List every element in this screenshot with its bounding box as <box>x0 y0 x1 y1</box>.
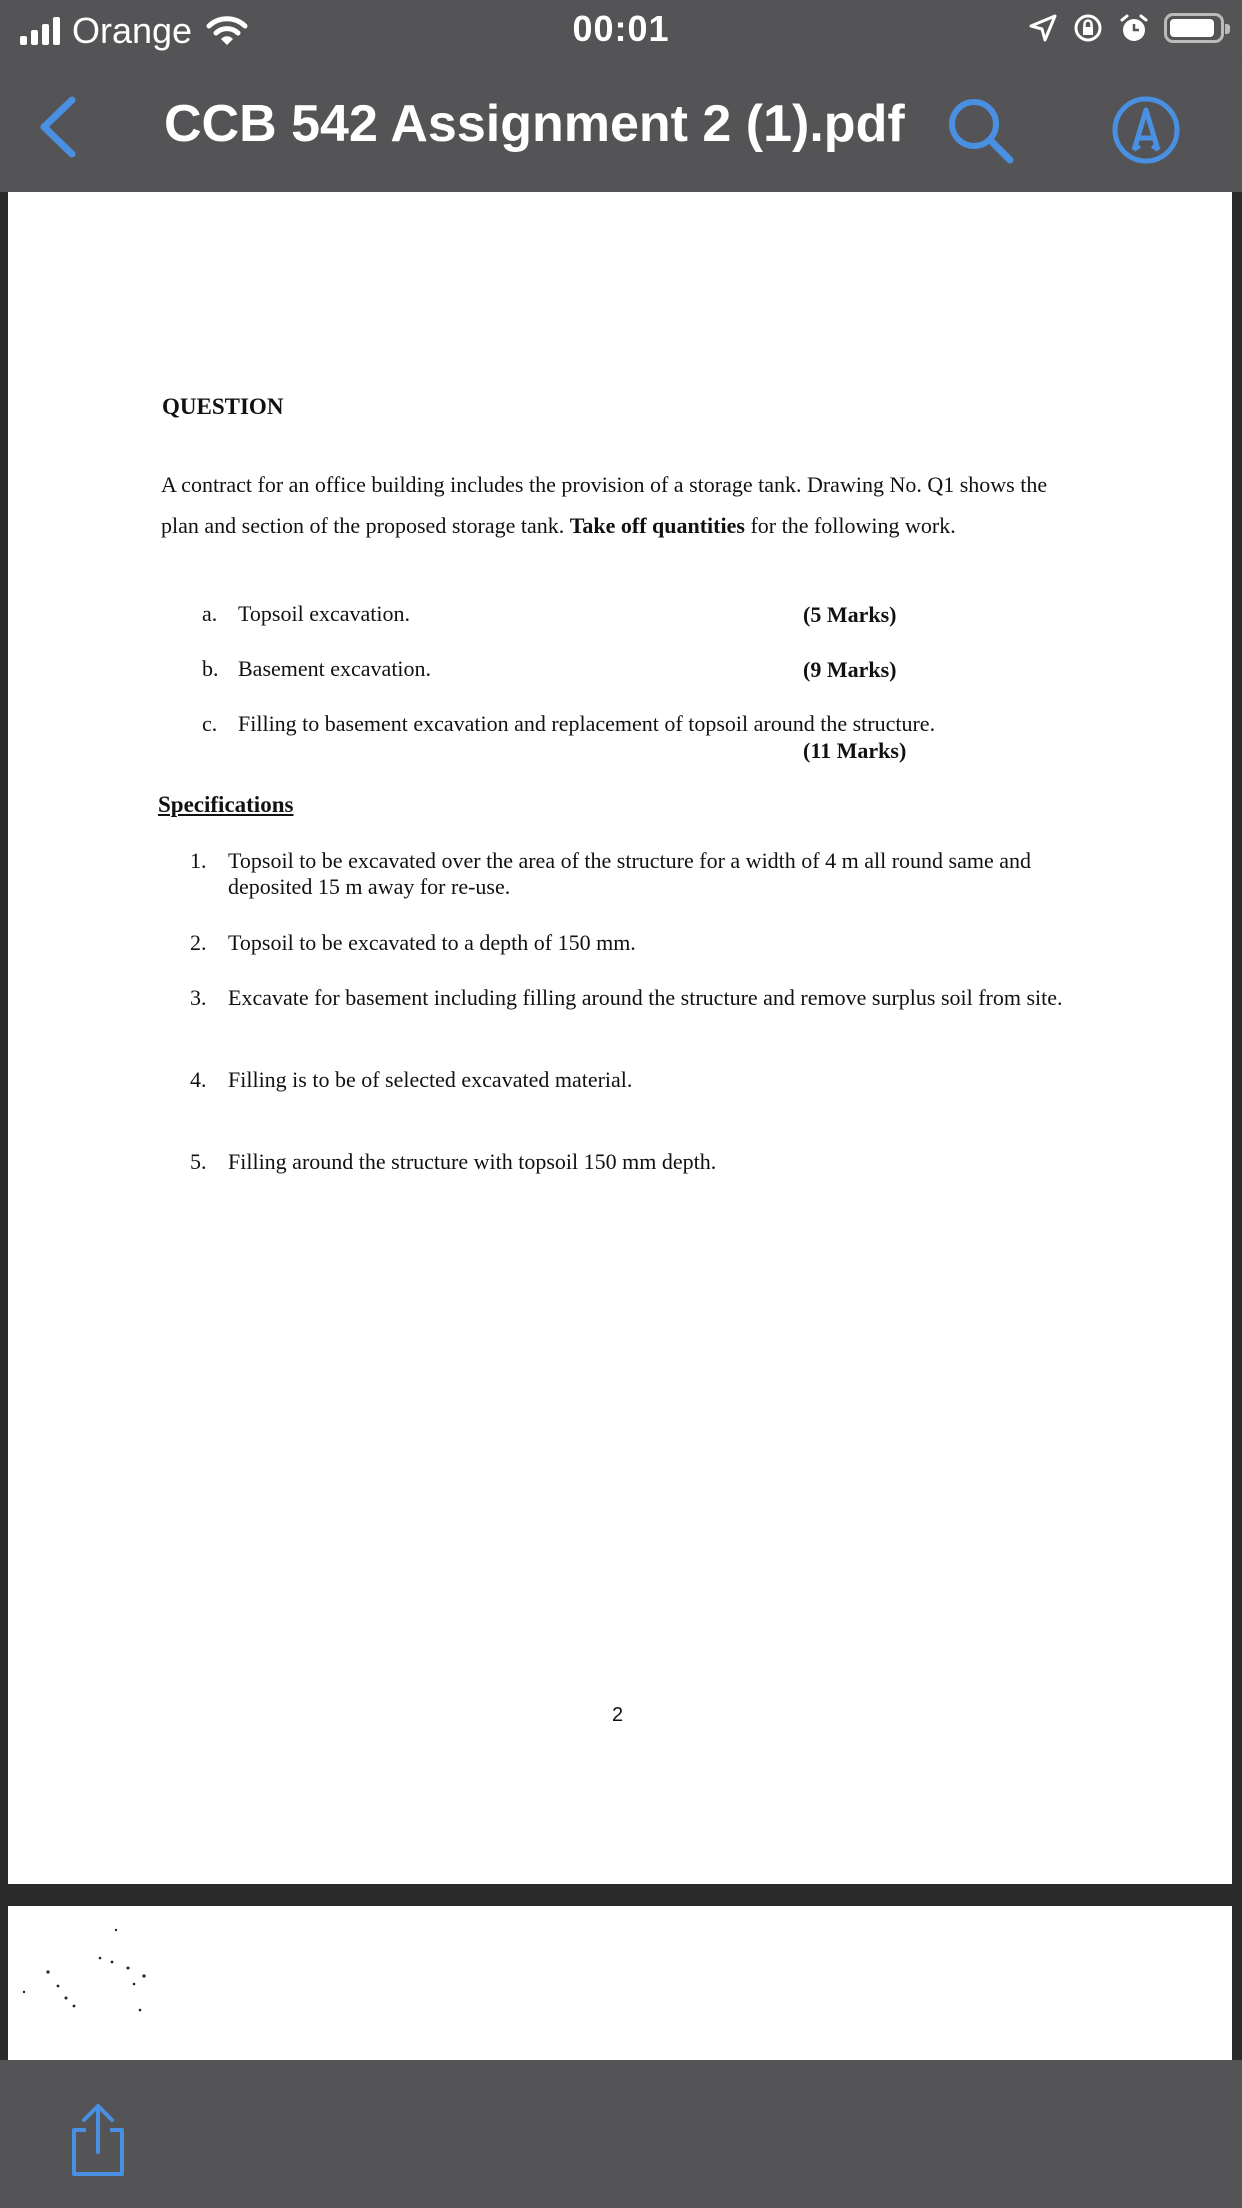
intro-text-1: A contract for an office building includes the provision of a storage tank. Drawing No. Q1 shows the plan and section of the proposed storage tank. <box>161 472 1048 538</box>
spec-number: 5. <box>190 1149 207 1174</box>
search-button[interactable] <box>940 90 1020 170</box>
document-title: CCB 542 Assignment 2 (1).pdf <box>164 95 905 153</box>
navigation-bar <box>0 62 1242 192</box>
document-viewer[interactable] <box>0 192 1242 2060</box>
status-time: 00:01 <box>572 8 670 49</box>
bottom-toolbar <box>0 2060 1242 2208</box>
spec-text: Excavate for basement including filling around the structure and remove surplus soil from site. <box>228 985 1063 1010</box>
spec-text: Topsoil to be excavated to a depth of 150 mm. <box>228 930 636 955</box>
intro-text-bold: Take off quantities <box>569 513 745 538</box>
scan-specks <box>8 1906 208 2026</box>
rotation-lock-icon <box>1072 12 1104 44</box>
task-c-marks: (11 Marks) <box>803 738 907 763</box>
task-text: Topsoil excavation. <box>238 601 410 626</box>
status-right <box>1028 12 1224 44</box>
task-label: c. <box>202 711 218 736</box>
spec-text: Filling is to be of selected excavated material. <box>228 1067 633 1092</box>
page-number: 2 <box>612 1704 624 1726</box>
share-button[interactable] <box>62 2100 134 2180</box>
task-label: a. <box>202 601 218 626</box>
spec-number: 1. <box>190 848 207 873</box>
spec-item-2 <box>190 930 1090 956</box>
specifications-heading: Specifications <box>158 792 294 817</box>
markup-pen-icon <box>1106 90 1186 170</box>
task-b <box>202 656 431 682</box>
spec-number: 4. <box>190 1067 207 1092</box>
spec-number: 3. <box>190 985 207 1010</box>
pdf-page <box>8 192 1232 1884</box>
spec-text: Topsoil to be excavated over the area of the structure for a width of 4 m all round same and deposited 15 m away for re-use. <box>228 848 1032 899</box>
search-icon <box>940 90 1020 170</box>
task-text: Filling to basement excavation and replacement of topsoil around the structure. <box>238 711 936 736</box>
alarm-icon <box>1118 12 1150 44</box>
question-intro <box>161 464 1081 546</box>
task-b-marks: (9 Marks) <box>803 657 897 682</box>
markup-button[interactable] <box>1106 90 1186 170</box>
battery-icon <box>1164 13 1224 43</box>
location-arrow-icon <box>1028 13 1058 43</box>
task-text: Basement excavation. <box>238 656 432 681</box>
spec-item-4 <box>190 1067 1090 1093</box>
spec-text: Filling around the structure with topsoil 150 mm depth. <box>228 1149 717 1174</box>
carrier-name: Orange <box>72 10 193 51</box>
spec-item-5 <box>190 1149 1090 1175</box>
back-button[interactable] <box>30 92 90 162</box>
chevron-left-icon <box>30 92 90 162</box>
task-a-marks: (5 Marks) <box>803 602 897 627</box>
next-pdf-page <box>8 1906 1232 2060</box>
spec-item-1 <box>190 848 1090 900</box>
task-a <box>202 601 410 627</box>
share-icon <box>62 2100 134 2180</box>
task-label: b. <box>202 656 219 681</box>
task-c <box>202 711 935 737</box>
spec-number: 2. <box>190 930 207 955</box>
status-bar <box>0 0 1242 62</box>
question-heading: QUESTION <box>162 394 284 419</box>
intro-text-2: for the following work. <box>744 513 956 538</box>
spec-item-3 <box>190 985 1090 1011</box>
